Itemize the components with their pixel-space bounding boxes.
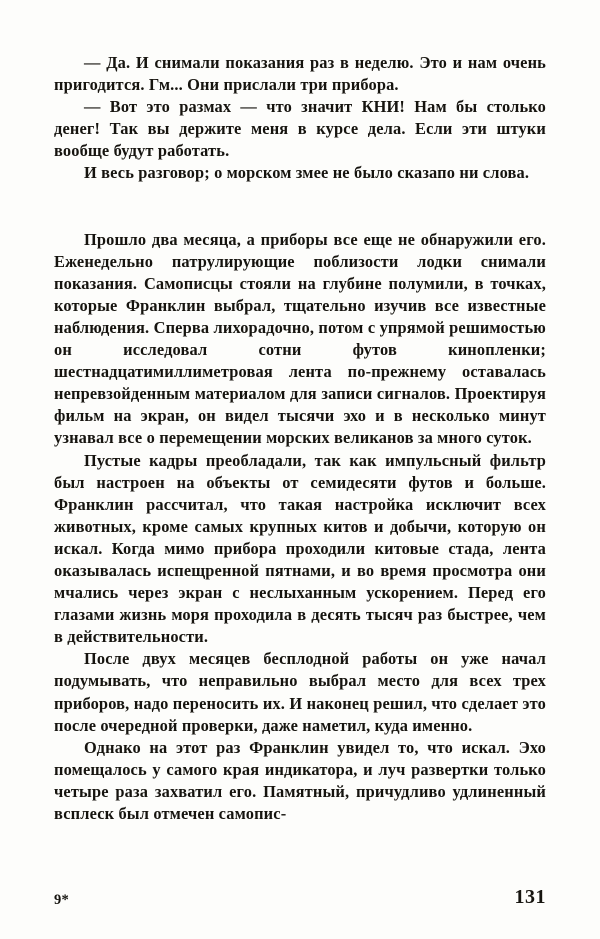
- paragraph: Однако на этот раз Франклин увидел то, что искал. Эхо помещалось у самого края индикатора, и луч развертки только четыре раза захватил его. Памятный, причудливо удлиненный всплеск был отмечен самопис-: [54, 737, 546, 823]
- page-footer: [54, 886, 546, 909]
- text-block-lower: [54, 229, 546, 826]
- paragraph: И весь разговор; о морском змее не было сказапо ни слова.: [84, 163, 530, 183]
- text-block-upper: [54, 52, 546, 185]
- section-break: [54, 185, 546, 229]
- paragraph: Пустые кадры преобладали, так как импульсный фильтр был настроен на объекты от семидесяти футов и больше. Франклин рассчитал, что такая настройка исключит всех животных, кроме самых крупных китов и добычи, которую он искал. Когда мимо прибора проходили китовые стада, лента оказывалась испещренной пятнами, и во время просмотра они мчались через экран с неслыханным ускорением. Перед его глазами жизнь моря проходила в десять тысяч раз быстрее, чем в действительности.: [54, 450, 546, 647]
- paragraph: После двух месяцев бесплодной работы он уже начал подумывать, что неправильно выбрал место для всех трех приборов, надо переносить их. И наконец решил, что сделает это после очередной проверки, даже наметил, куда именно.: [54, 649, 546, 735]
- signature-mark: 9*: [54, 892, 70, 908]
- paragraph: — Да. И снимали показания раз в неделю. Это и нам очень пригодится. Гм... Они прислали три прибора.: [54, 53, 546, 95]
- paragraph: Прошло два месяца, а приборы все еще не обнаружили его. Еженедельно патрулирующие поблизости лодки снимали показания. Самописцы стояли на глубине полумили, в точках, которые Франклин выбрал, тщательно изучив все известные наблюдения. Сперва лихорадочно, потом с упрямой решимостью он исследовал сотни футов кинопленки; шестнадцатимиллиметровая лента по-прежнему оставалась непревзойденным материалом для записи сигналов. Проектируя фильм на экран, он видел тысячи эхо и в несколько минут узнавал все о перемещении морских великанов за много суток.: [54, 229, 546, 448]
- page-number: 131: [514, 886, 546, 908]
- paragraph: — Вот это размах — что значит КНИ! Нам бы столько денег! Так вы держите меня в курсе дела. Если эти штуки вообще будут работать.: [54, 97, 546, 161]
